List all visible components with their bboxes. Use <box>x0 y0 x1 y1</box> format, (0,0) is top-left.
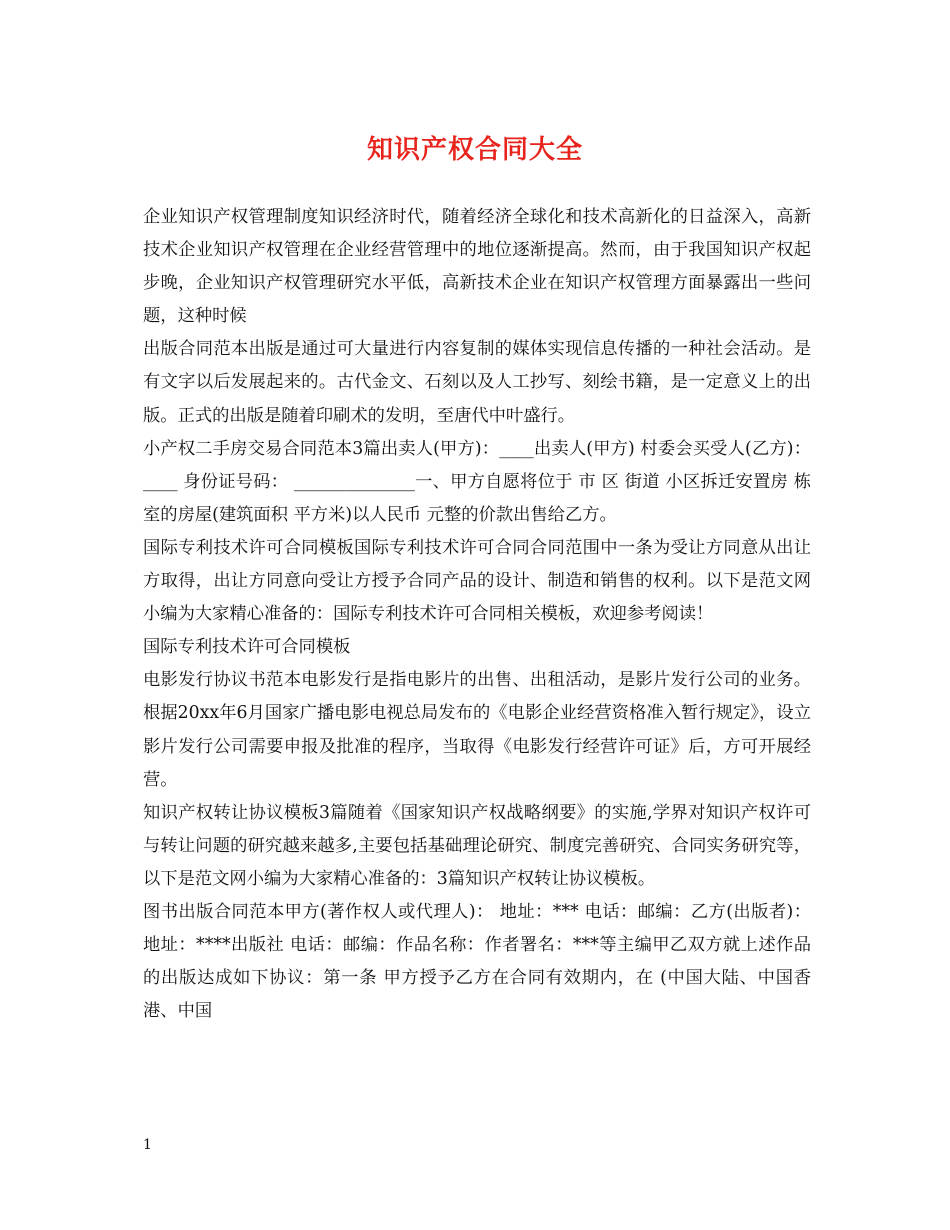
document-body <box>143 201 811 1028</box>
page-number: 1 <box>143 1137 152 1153</box>
paragraph-ip-management: 企业知识产权管理制度知识经济时代，随着经济全球化和技术高新化的日益深入，高新技术企业知识产权管理在企业经营管理中的地位逐渐提高。然而，由于我国知识产权起步晚，企业知识产权管理研究水平低，高新技术企业在知识产权管理方面暴露出一些问题，这种时候 <box>143 207 811 327</box>
paragraph-house-transaction: 小产权二手房交易合同范本3篇出卖人(甲方)：____出卖人(甲方) 村委会买受人(乙方)：____ 身份证号码： ______________一、甲方自愿将位于 市 区 街道 小区拆迁安置房 栋 室的房屋(建筑面积 平方米)以人民币 元整的价款出售给乙方。 <box>143 438 811 525</box>
paragraph-ip-transfer: 知识产权转让协议模板3篇随着《国家知识产权战略纲要》的实施,学界对知识产权许可与转让问题的研究越来越多,主要包括基础理论研究、制度完善研究、合同实务研究等，以下是范文网小编为大家精心准备的：3篇知识产权转让协议模板。 <box>143 802 811 889</box>
paragraph-book-publishing: 图书出版合同范本甲方(著作权人或代理人)： 地址：*** 电话：邮编：乙方(出版者)： 地址：****出版社 电话：邮编：作品名称：作者署名：***等主编甲乙双方就上述作品的出版达成如下协议：第一条 甲方授予乙方在合同有效期内，在 (中国大陆、中国香港、中国 <box>143 901 811 1022</box>
document-title: 知识产权合同大全 <box>366 135 583 165</box>
paragraph-publishing-contract: 出版合同范本出版是通过可大量进行内容复制的媒体实现信息传播的一种社会活动。是有文字以后发展起来的。古代金文、石刻以及人工抄写、刻绘书籍，是一定意义上的出版。正式的出版是随着印刷术的发明，至唐代中叶盛行。 <box>143 339 811 426</box>
paragraph-film-distribution: 电影发行协议书范本电影发行是指电影片的出售、出租活动，是影片发行公司的业务。根据20xx年6月国家广播电影电视总局发布的《电影企业经营资格准入暂行规定》，设立影片发行公司需要申报及批准的程序，当取得《电影发行经营许可证》后，方可开展经营。 <box>143 670 811 790</box>
paragraph-patent-license: 国际专利技术许可合同模板国际专利技术许可合同合同范围中一条为受让方同意从出让方取得，出让方同意向受让方授予合同产品的设计、制造和销售的权利。以下是范文网小编为大家精心准备的：国际专利技术许可合同相关模板，欢迎参考阅读！ <box>143 537 811 625</box>
paragraph-patent-license-heading: 国际专利技术许可合同模板 <box>143 637 351 658</box>
